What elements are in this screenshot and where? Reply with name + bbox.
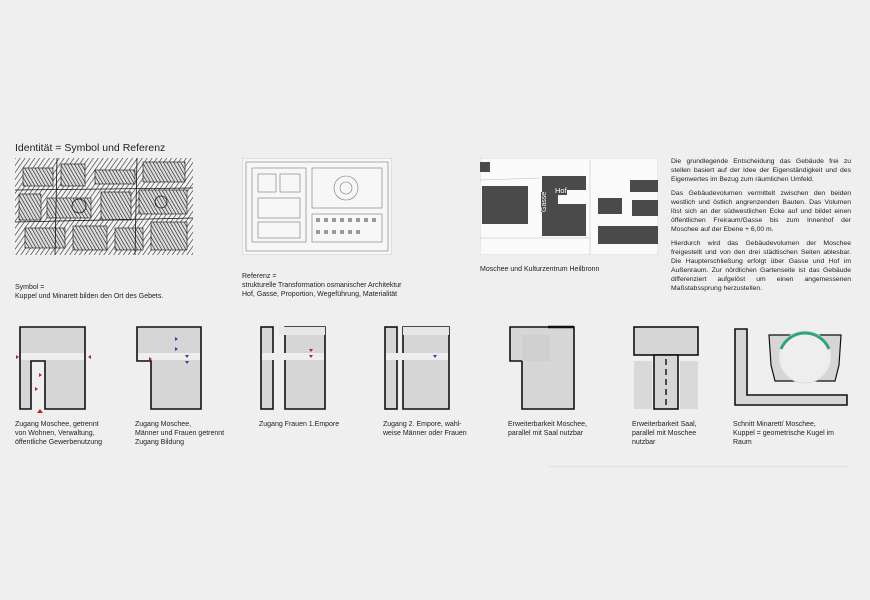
diagram-caption-4: Zugang 2. Empore, wahl- weise Männer oder Frauen (383, 421, 467, 438)
diagram-caption-5: Erweiterbarkeit Moschee, parallel mit Saal nutzbar (508, 421, 587, 438)
diagram-access-men-women (135, 325, 205, 415)
diagram-hall-extension (632, 325, 702, 415)
page-title: Identität = Symbol und Referenz (15, 142, 166, 154)
ottoman-reference-plan (242, 158, 392, 255)
site-plan (480, 158, 658, 255)
referenz-caption: Referenz = strukturelle Transformation osmanischer Architektur Hof, Gasse, Proportion, Wegeführung, Materialität (242, 273, 402, 299)
diagram-minaret-section (731, 325, 851, 411)
diagram-caption-3: Zugang Frauen 1.Empore (259, 421, 340, 428)
description-paragraph-1: Die grundlegende Entscheidung das Gebäude frei zu stellen basiert auf der Idee der Eigenständigkeit und des Eigenwertes im Bezug zum räumlichen Umfeld. (671, 158, 851, 183)
diagram-caption-6: Erweiterbarkeit Saal, parallel mit Moschee nutzbar (632, 421, 697, 447)
diagram-access-separated (15, 325, 95, 417)
symbol-caption: Symbol = Kuppel und Minarett bilden den Ort des Gebets. (15, 284, 164, 301)
diagram-women-gallery-access (259, 325, 329, 415)
aerial-etching-image (15, 158, 193, 255)
diagram-caption-7: Schnitt Minarett/ Moschee, Kuppel = geometrische Kugel im Raum (733, 421, 834, 447)
diagram-mosque-extension (508, 325, 578, 415)
site-caption: Moschee und Kulturzentrum Heilbronn (480, 266, 600, 273)
description-paragraph-2: Das Gebäudevolumen vermittelt zwischen den beiden westlich und östlich angrenzenden Bauten. Das Volumen löst sich an der südwestlichen Ecke auf und bildet einen öffentlichen Freiraum/Gasse bis zum Innenhof der Moschee auf der Ebene + 6,00 m. (671, 190, 851, 233)
description-paragraph-3: Hierdurch wird das Gebäudevolumen der Moschee freigestellt und von den drei städtischen Seiten ablesbar. Die Haupterschließung erfolgt über Gasse und Hof im Außenraum. Zur nördlichen Gartenseite ist das Gebäude differenziert aufgelöst um einen angemessenen Maßstabssprung herzustellen. (671, 240, 851, 292)
diagram-caption-1: Zugang Moschee, getrennt von Wohnen, Verwaltung, öffentliche Gewerbenutzung (15, 421, 103, 447)
divider-line (548, 466, 848, 467)
diagram-caption-2: Zugang Moschee, Männer und Frauen getrennt Zugang Bildung (135, 421, 225, 447)
hof-label: Hof (555, 186, 567, 195)
description-text (671, 157, 851, 298)
diagram-second-gallery-access (383, 325, 453, 415)
gasse-label: Gasse (541, 191, 548, 212)
